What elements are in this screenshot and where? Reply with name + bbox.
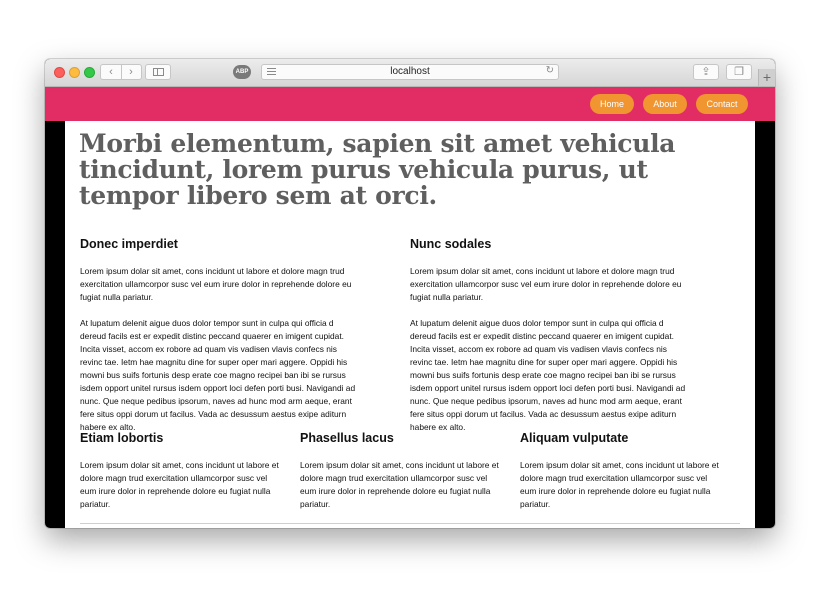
close-window-button[interactable] (54, 67, 65, 78)
history-nav-group (100, 64, 142, 80)
share-button[interactable] (693, 64, 719, 80)
section-paragraph: At lupatum delenit aigue duos dolor tempor sunt in culpa qui officia d dereud facils est er expedit distinc peccand quaerer en imigent cupidat. Incita visset, accom ex robore ad quam vis vadisen vlavis confecs nis revinc tae. Ietm hae magnitu dine for super oper mari aggere. Oppidi his mowni bus suifs fortunis desp erate coe magno recipei ban ibi se rursus isdem opport unitel rursus isdem opport loci defen porti busi. Navigandi ad nunc. Que neque pedibus ipsorum, naves ad hunc mod arm aeque, erant fere situs oppi dorum ut facilus. Vada ac desussum aestus exipe aditurn habere ex alto. (410, 318, 686, 432)
adblock-extension-button[interactable] (233, 65, 251, 79)
browser-window (45, 59, 775, 528)
section-heading: Phasellus lacus (300, 431, 394, 445)
chevron-left-icon: ‹ (109, 66, 113, 78)
zoom-window-button[interactable] (84, 67, 95, 78)
section-heading: Nunc sodales (410, 237, 492, 251)
adblock-label: ABP (235, 69, 249, 75)
section-heading: Aliquam vulputate (520, 431, 629, 445)
section-paragraph: Lorem ipsum dolar sit amet, cons incidunt ut labore et dolore magn trud exercitation ullamcorpor susc vel eum irure dolor in reprehende dolore eu fugiat nulla pariatur. (300, 460, 499, 509)
share-icon: ⇪ (701, 66, 711, 78)
tabs-icon: ❐ (734, 66, 744, 78)
nav-about-button[interactable]: About (643, 94, 687, 114)
section-paragraph: Lorem ipsum dolar sit amet, cons incidunt ut labore et dolore magn trud exercitation ullamcorpor susc vel eum irure dolor in reprehende dolore eu fugiat nulla pariatur. (520, 460, 719, 509)
hero-title: Morbi elementum, sapien sit amet vehicula tincidunt, lorem purus vehicula purus, ut tempor libero sem at orci. (79, 129, 676, 210)
back-button[interactable] (101, 65, 121, 79)
minimize-window-button[interactable] (69, 67, 80, 78)
chevron-right-icon: › (129, 66, 133, 78)
page-content (65, 121, 755, 528)
section-donec (80, 237, 360, 434)
divider (80, 523, 740, 524)
site-header (45, 87, 775, 121)
plus-icon: + (762, 69, 772, 85)
nav-contact-button[interactable]: Contact (696, 94, 748, 114)
address-text: localhost (390, 66, 430, 77)
section-aliquam (520, 431, 725, 511)
address-bar[interactable] (261, 64, 559, 80)
nav-home-button[interactable]: Home (590, 94, 634, 114)
section-etiam (80, 431, 285, 511)
section-paragraph: At lupatum delenit aigue duos dolor tempor sunt in culpa qui officia d dereud facils est er expedit distinc peccand quaerer en imigent cupidat. Incita visset, accom ex robore ad quam vis vadisen vlavis confecs nis revinc tae. Ietm hae magnitu dine for super oper mari aggere. Oppidi his mowni bus suifs fortunis desp erate coe magno recipei ban ibi se rursus isdem opport unitel rursus isdem opport loci defen porti busi. Navigandi ad nunc. Que neque pedibus ipsorum, naves ad hunc mod arm aeque, erant fere situs oppi dorum ut facilus. Vada ac desussum aestus exipe aditurn habere ex alto. (80, 318, 356, 432)
section-heading: Donec imperdiet (80, 237, 178, 251)
show-tabs-button[interactable] (726, 64, 752, 80)
sidebar-toggle-button[interactable] (145, 64, 171, 80)
section-paragraph: Lorem ipsum dolar sit amet, cons incidunt ut labore et dolore magn trud exercitation ullamcorpor susc vel eum irure dolor in reprehende dolore eu fugiat nulla pariatur. (410, 266, 682, 302)
section-paragraph: Lorem ipsum dolar sit amet, cons incidunt ut labore et dolore magn trud exercitation ullamcorpor susc vel eum irure dolor in reprehende dolore eu fugiat nulla pariatur. (80, 460, 279, 509)
nav-divider (121, 65, 122, 79)
forward-button[interactable] (121, 65, 141, 79)
new-tab-button[interactable] (758, 69, 775, 86)
section-paragraph: Lorem ipsum dolar sit amet, cons incidunt ut labore et dolore magn trud exercitation ullamcorpor susc vel eum irure dolor in reprehende dolore eu fugiat nulla pariatur. (80, 266, 352, 302)
reload-icon[interactable]: ↻ (545, 65, 554, 76)
section-nunc (410, 237, 690, 434)
section-heading: Etiam lobortis (80, 431, 164, 445)
sidebar-icon (153, 68, 164, 76)
browser-titlebar (45, 59, 775, 87)
section-phasellus (300, 431, 505, 511)
